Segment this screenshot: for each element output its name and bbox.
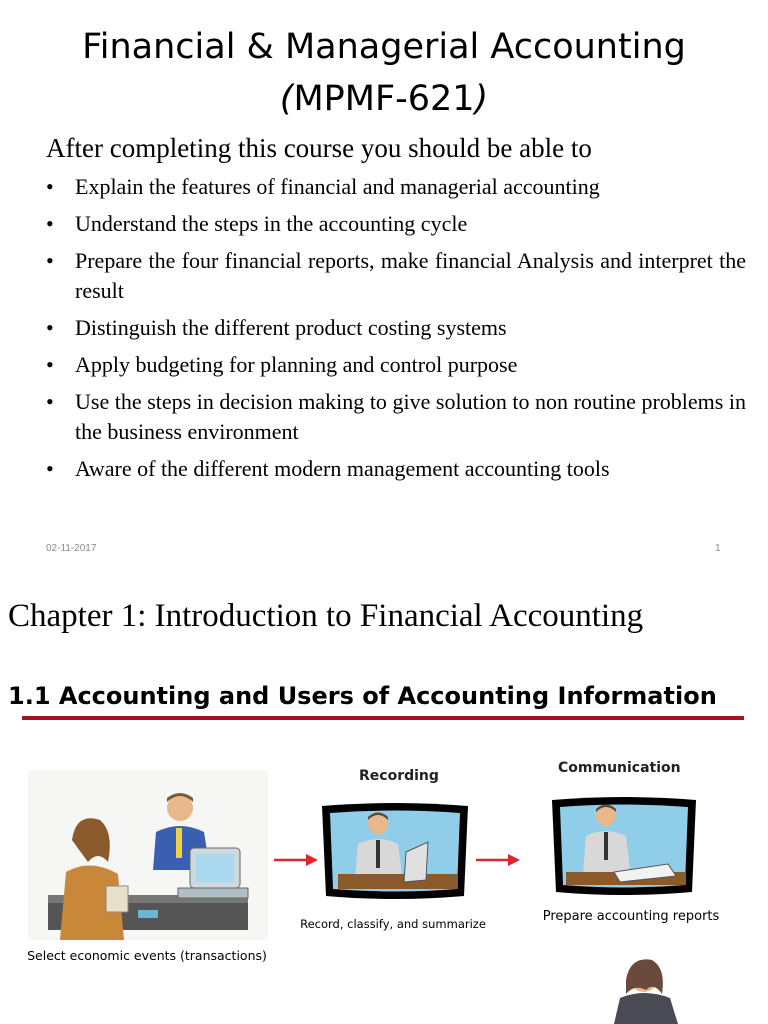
slide-title-line2	[0, 79, 768, 119]
step-caption-communication: Prepare accounting reports	[542, 909, 720, 924]
identification-illustration	[28, 770, 268, 940]
slide-title-line1: Financial & Managerial Accounting	[82, 27, 686, 67]
title-paren-open: (	[279, 79, 294, 119]
chapter-title: Chapter 1: Introduction to Financial Accounting	[8, 598, 644, 634]
step-caption-identification: Select economic events (transactions)	[27, 948, 267, 963]
slide-date: 02-11-2017	[46, 543, 97, 554]
course-code: MPMF-621	[293, 79, 475, 119]
intro-text: After completing this course you should be able to	[46, 133, 592, 163]
recording-illustration	[318, 800, 472, 902]
title-underline	[22, 716, 744, 720]
arrow-right-icon	[476, 852, 522, 868]
objectives-list	[46, 172, 746, 491]
list-item: • Apply budgeting for planning and control purpose	[46, 350, 746, 380]
arrow-right-icon	[274, 852, 320, 868]
list-item: • Aware of the different modern management accounting tools	[46, 454, 746, 484]
user-illustration	[600, 954, 694, 1024]
section-title: 1.1 Accounting and Users of Accounting Information	[8, 682, 717, 710]
communication-illustration	[548, 794, 700, 898]
title-paren-close: )	[474, 79, 489, 119]
list-item: • Explain the features of financial and managerial accounting	[46, 172, 746, 202]
step-label-communication: Communication	[558, 760, 681, 776]
list-item: • Understand the steps in the accounting cycle	[46, 209, 746, 239]
slide-number: 1	[715, 543, 721, 554]
list-item: • Prepare the four financial reports, make financial Analysis and interpret the result	[46, 246, 746, 306]
list-item: • Use the steps in decision making to give solution to non routine problems in the business environment	[46, 387, 746, 447]
step-label-recording: Recording	[359, 768, 439, 784]
step-caption-recording: Record, classify, and summarize	[300, 917, 486, 931]
list-item: • Distinguish the different product costing systems	[46, 313, 746, 343]
